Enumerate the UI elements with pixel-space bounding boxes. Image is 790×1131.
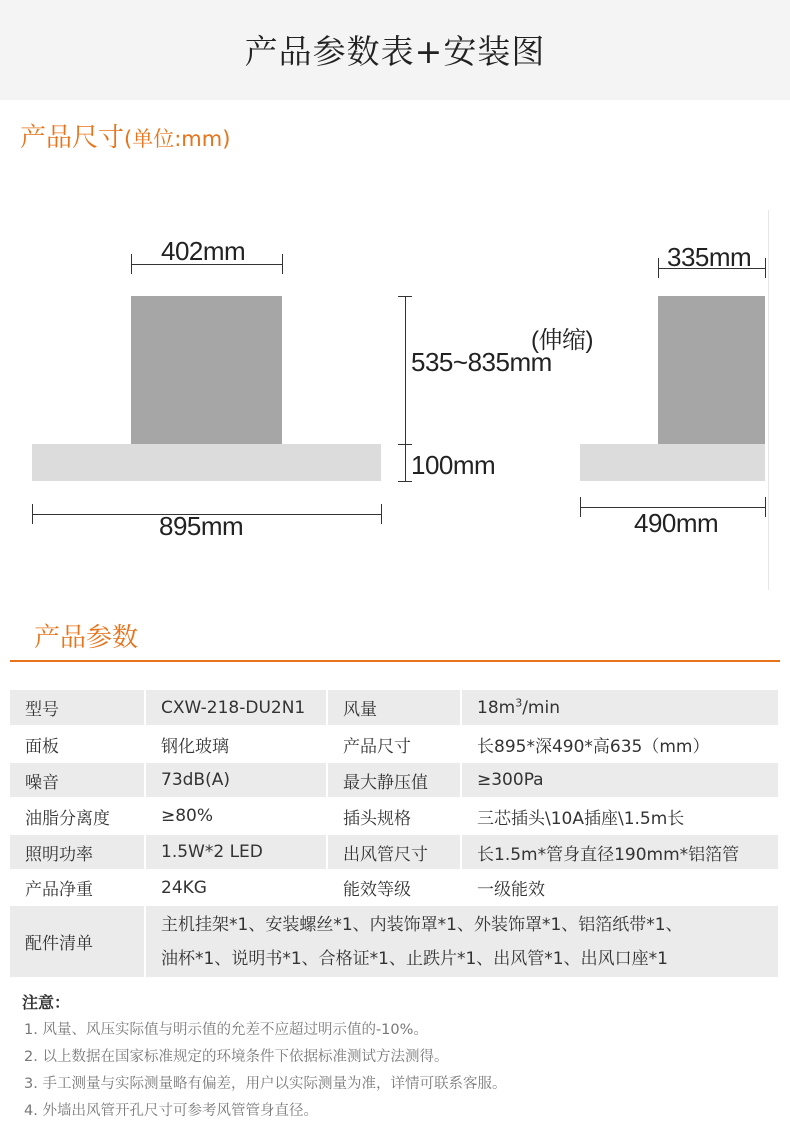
param-label: 风量 [328,690,462,727]
side-chimney-shape [658,296,765,444]
side-depth-label: 490mm [634,508,719,538]
chimney-height-label: 535~835mm [411,347,552,377]
param-label: 面板 [10,727,146,763]
param-value: CXW-218-DU2N1 [146,690,328,727]
note-item: 3. 手工测量与实际测量略有偏差，用户以实际测量为准，详情可联系客服。 [24,1076,507,1092]
params-title-rule [10,660,780,662]
param-label: 出风管尺寸 [328,835,462,871]
height-tick-bottom [398,481,412,482]
airflow-number: 18m [477,697,516,718]
side-depth-tick-left [580,497,581,517]
telescopic-note: (伸缩) [531,327,593,354]
param-value: 长895*深490*高635（mm） [462,727,780,763]
front-base-width-label: 895mm [159,511,244,541]
params-section-title: 产品参数 [34,623,139,653]
param-value: 钢化玻璃 [146,727,328,763]
param-label: 最大静压值 [328,763,462,799]
param-label: 照明功率 [10,835,146,871]
front-base-width-tick-left [32,504,33,524]
param-value: 1.5W*2 LED [146,835,328,871]
param-value: 三芯插头\10A插座\1.5m长 [462,799,780,835]
param-value: ≥300Pa [462,763,780,799]
table-row [10,799,780,835]
dimensions-title-text: 产品尺寸 [20,123,125,153]
note-item: 4. 外墙出风管开孔尺寸可参考风管管身直径。 [24,1103,318,1119]
side-top-width-label: 335mm [667,242,752,272]
base-height-label: 100mm [411,450,496,480]
dimensions-unit-text: (单位:mm) [124,127,231,151]
page-title: 产品参数表+安装图 [244,32,546,71]
side-base-shape [580,444,765,481]
param-value: 24KG [146,871,328,906]
height-tick-middle [398,444,412,445]
param-label: 产品净重 [10,871,146,906]
accessories-list [146,906,780,979]
note-item: 2. 以上数据在国家标准规定的环境条件下依据标准测试方法测得。 [24,1049,449,1065]
side-top-width-tick-left [658,258,659,278]
front-top-width-tick-right [282,254,283,274]
height-dimension-line [405,296,406,481]
param-value-airflow [462,690,780,727]
dimensions-section-title [20,117,230,154]
param-label: 能效等级 [328,871,462,906]
side-top-width-tick-right [765,258,766,278]
front-chimney-shape [131,296,282,444]
table-row-accessories [10,906,780,979]
param-value: ≥80% [146,799,328,835]
height-tick-top [398,296,412,297]
note-item: 1. 风量、风压实际值与明示值的允差不应超过明示值的-10%。 [24,1022,428,1038]
divider-line [768,210,769,590]
front-top-width-label: 402mm [161,236,246,266]
table-row [10,763,780,799]
accessories-line: 主机挂架*1、安装螺丝*1、内装饰罩*1、外装饰罩*1、铝箔纸带*1、 [161,914,683,935]
side-depth-tick-right [765,497,766,517]
param-value: 一级能效 [462,871,780,906]
param-label: 油脂分离度 [10,799,146,835]
airflow-exponent: 3 [515,695,523,709]
spec-table [10,690,780,979]
param-label: 型号 [10,690,146,727]
table-row [10,690,780,727]
notes-title: 注意： [22,993,71,1012]
accessories-label: 配件清单 [10,906,146,979]
accessories-line: 油杯*1、说明书*1、合格证*1、止跌片*1、出风管*1、出风口座*1 [161,948,668,969]
table-row [10,871,780,906]
airflow-unit: /min [522,697,560,718]
front-top-width-tick-left [131,254,132,274]
table-row [10,727,780,763]
table-row [10,835,780,871]
front-base-shape [32,444,381,481]
front-base-width-tick-right [381,504,382,524]
param-label: 插头规格 [328,799,462,835]
param-value: 长1.5m*管身直径190mm*铝箔管 [462,835,780,871]
param-value: 73dB(A) [146,763,328,799]
param-label: 噪音 [10,763,146,799]
param-label: 产品尺寸 [328,727,462,763]
